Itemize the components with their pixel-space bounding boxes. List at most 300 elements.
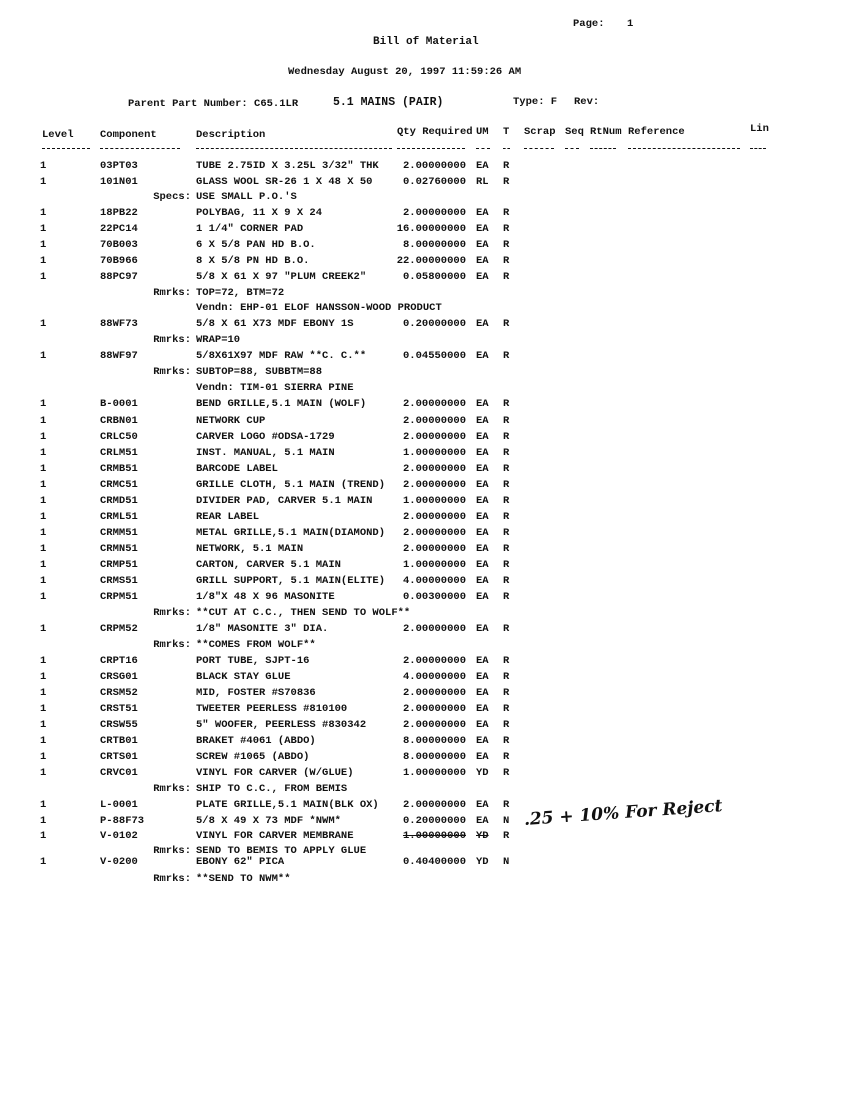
bom-line bbox=[0, 160, 850, 175]
note-label: Rmrks: bbox=[153, 873, 191, 885]
parent-description: 5.1 MAINS (PAIR) bbox=[333, 96, 444, 109]
line-level: 1 bbox=[40, 431, 47, 443]
line-type: R bbox=[503, 830, 510, 842]
note-text: TOP=72, BTM=72 bbox=[196, 287, 285, 299]
header-rule bbox=[196, 148, 392, 149]
bom-line bbox=[0, 415, 850, 430]
note-text: WRAP=10 bbox=[196, 334, 241, 346]
line-component: 88WF97 bbox=[100, 350, 138, 362]
line-qty: 2.00000000 bbox=[402, 398, 466, 410]
line-description: METAL GRILLE,5.1 MAIN(DIAMOND) bbox=[196, 527, 386, 539]
line-level: 1 bbox=[40, 671, 47, 683]
line-level: 1 bbox=[40, 176, 47, 188]
line-qty: 2.00000000 bbox=[402, 479, 466, 491]
line-level: 1 bbox=[40, 591, 47, 603]
line-component: 70B003 bbox=[100, 239, 138, 251]
bom-line bbox=[0, 671, 850, 686]
line-qty: 8.00000000 bbox=[402, 751, 466, 763]
line-description: BEND GRILLE,5.1 MAIN (WOLF) bbox=[196, 398, 367, 410]
line-component: CRMC51 bbox=[100, 479, 138, 491]
line-qty: 2.00000000 bbox=[402, 799, 466, 811]
line-component: CRMP51 bbox=[100, 559, 138, 571]
report-datetime: Wednesday August 20, 1997 11:59:26 AM bbox=[288, 66, 522, 78]
line-um: EA bbox=[476, 687, 489, 699]
type-field: Type: F bbox=[513, 96, 558, 108]
line-um: EA bbox=[476, 223, 489, 235]
line-level: 1 bbox=[40, 751, 47, 763]
line-component: CRTS01 bbox=[100, 751, 138, 763]
line-qty: 1.00000000 bbox=[402, 447, 466, 459]
line-description: CARVER LOGO #ODSA-1729 bbox=[196, 431, 335, 443]
line-qty: 2.00000000 bbox=[402, 415, 466, 427]
line-um: EA bbox=[476, 495, 489, 507]
bom-line bbox=[0, 239, 850, 254]
bom-line bbox=[0, 447, 850, 462]
line-component: 18PB22 bbox=[100, 207, 138, 219]
line-qty: 8.00000000 bbox=[402, 239, 466, 251]
line-level: 1 bbox=[40, 575, 47, 587]
bom-line bbox=[0, 687, 850, 702]
line-qty: 1.00000000 bbox=[402, 767, 466, 779]
line-qty: 2.00000000 bbox=[402, 160, 466, 172]
line-level: 1 bbox=[40, 271, 47, 283]
line-um: EA bbox=[476, 703, 489, 715]
line-type: R bbox=[503, 719, 510, 731]
bom-line bbox=[0, 767, 850, 782]
line-qty: 4.00000000 bbox=[402, 671, 466, 683]
line-component: CRMD51 bbox=[100, 495, 138, 507]
line-um: YD bbox=[476, 856, 489, 868]
line-level: 1 bbox=[40, 398, 47, 410]
bom-note bbox=[0, 873, 850, 888]
line-component: CRMB51 bbox=[100, 463, 138, 475]
page-number: 1 bbox=[627, 18, 634, 30]
line-level: 1 bbox=[40, 623, 47, 635]
line-qty: 8.00000000 bbox=[402, 735, 466, 747]
line-um: EA bbox=[476, 239, 489, 251]
header-rule bbox=[42, 148, 90, 149]
line-description: BARCODE LABEL bbox=[196, 463, 278, 475]
line-qty: 0.02760000 bbox=[402, 176, 466, 188]
line-description: GRILL SUPPORT, 5.1 MAIN(ELITE) bbox=[196, 575, 386, 587]
line-qty: 4.00000000 bbox=[402, 575, 466, 587]
line-level: 1 bbox=[40, 415, 47, 427]
line-description: 5/8 X 61 X73 MDF EBONY 1S bbox=[196, 318, 354, 330]
col-qty-required: Qty Required bbox=[397, 126, 473, 138]
line-type: R bbox=[503, 479, 510, 491]
bom-line bbox=[0, 511, 850, 526]
col-scrap: Scrap bbox=[524, 126, 556, 138]
line-description: INST. MANUAL, 5.1 MAIN bbox=[196, 447, 335, 459]
line-um: EA bbox=[476, 511, 489, 523]
line-component: CRSW55 bbox=[100, 719, 138, 731]
bom-line bbox=[0, 703, 850, 718]
line-component: L-0001 bbox=[100, 799, 138, 811]
header-rule bbox=[503, 148, 510, 149]
line-level: 1 bbox=[40, 655, 47, 667]
line-level: 1 bbox=[40, 527, 47, 539]
line-type: R bbox=[503, 671, 510, 683]
line-component: CRBN01 bbox=[100, 415, 138, 427]
bom-line bbox=[0, 463, 850, 478]
line-description: TWEETER PEERLESS #810100 bbox=[196, 703, 348, 715]
line-level: 1 bbox=[40, 687, 47, 699]
line-qty: 2.00000000 bbox=[402, 463, 466, 475]
header-rule bbox=[628, 148, 740, 149]
note-label: Rmrks: bbox=[153, 334, 191, 346]
parent-part-number: Parent Part Number: C65.1LR bbox=[128, 98, 299, 110]
line-description: PLATE GRILLE,5.1 MAIN(BLK OX) bbox=[196, 799, 379, 811]
line-type: R bbox=[503, 735, 510, 747]
line-um: EA bbox=[476, 527, 489, 539]
line-um: EA bbox=[476, 543, 489, 555]
bom-note bbox=[0, 302, 850, 317]
line-level: 1 bbox=[40, 543, 47, 555]
bom-line bbox=[0, 623, 850, 638]
line-description: EBONY 62" PICA bbox=[196, 856, 285, 868]
line-um: EA bbox=[476, 575, 489, 587]
line-description: CARTON, CARVER 5.1 MAIN bbox=[196, 559, 341, 571]
line-description: POLYBAG, 11 X 9 X 24 bbox=[196, 207, 323, 219]
line-level: 1 bbox=[40, 735, 47, 747]
note-text: SEND TO BEMIS TO APPLY GLUE bbox=[196, 845, 367, 857]
line-level: 1 bbox=[40, 223, 47, 235]
line-level: 1 bbox=[40, 350, 47, 362]
line-level: 1 bbox=[40, 719, 47, 731]
bom-line bbox=[0, 856, 850, 871]
line-component: P-88F73 bbox=[100, 815, 145, 827]
bom-line bbox=[0, 350, 850, 365]
line-um: EA bbox=[476, 271, 489, 283]
bom-line bbox=[0, 495, 850, 510]
line-component: 03PT03 bbox=[100, 160, 138, 172]
line-type: R bbox=[503, 799, 510, 811]
note-label: Rmrks: bbox=[153, 287, 191, 299]
line-description: REAR LABEL bbox=[196, 511, 260, 523]
line-description: VINYL FOR CARVER (W/GLUE) bbox=[196, 767, 354, 779]
line-type: R bbox=[503, 271, 510, 283]
line-type: R bbox=[503, 463, 510, 475]
line-description: TUBE 2.75ID X 3.25L 3/32" THK bbox=[196, 160, 379, 172]
line-um: EA bbox=[476, 655, 489, 667]
bom-line bbox=[0, 223, 850, 238]
page-label: Page: bbox=[573, 18, 605, 30]
col-um: UM bbox=[476, 126, 489, 138]
line-type: R bbox=[503, 703, 510, 715]
line-description: GRILLE CLOTH, 5.1 MAIN (TREND) bbox=[196, 479, 386, 491]
line-level: 1 bbox=[40, 207, 47, 219]
bom-line bbox=[0, 543, 850, 558]
line-um: EA bbox=[476, 479, 489, 491]
bom-note bbox=[0, 334, 850, 349]
note-label: Rmrks: bbox=[153, 607, 191, 619]
line-type: R bbox=[503, 207, 510, 219]
line-qty: 0.00300000 bbox=[402, 591, 466, 603]
line-um: EA bbox=[476, 671, 489, 683]
note-text: **COMES FROM WOLF** bbox=[196, 639, 316, 651]
line-um: RL bbox=[476, 176, 489, 188]
bom-line bbox=[0, 655, 850, 670]
bom-line bbox=[0, 735, 850, 750]
line-um: EA bbox=[476, 735, 489, 747]
line-level: 1 bbox=[40, 239, 47, 251]
line-qty: 2.00000000 bbox=[402, 687, 466, 699]
line-description: DIVIDER PAD, CARVER 5.1 MAIN bbox=[196, 495, 373, 507]
header-rule bbox=[590, 148, 616, 149]
line-qty: 0.05800000 bbox=[402, 271, 466, 283]
line-description: 1/8" MASONITE 3" DIA. bbox=[196, 623, 329, 635]
line-qty: 2.00000000 bbox=[402, 623, 466, 635]
line-qty: 2.00000000 bbox=[402, 719, 466, 731]
line-um: EA bbox=[476, 447, 489, 459]
line-description: MID, FOSTER #S70836 bbox=[196, 687, 316, 699]
bom-line bbox=[0, 176, 850, 191]
line-description: 5" WOOFER, PEERLESS #830342 bbox=[196, 719, 367, 731]
line-component: CRMN51 bbox=[100, 543, 138, 555]
bom-line bbox=[0, 830, 850, 845]
line-type: R bbox=[503, 239, 510, 251]
line-level: 1 bbox=[40, 767, 47, 779]
note-label: Specs: bbox=[153, 191, 191, 203]
line-component: CRPT16 bbox=[100, 655, 138, 667]
line-description: 1 1/4" CORNER PAD bbox=[196, 223, 304, 235]
line-component: CRPM52 bbox=[100, 623, 138, 635]
bom-line bbox=[0, 318, 850, 333]
note-text: SUBTOP=88, SUBBTM=88 bbox=[196, 366, 323, 378]
bom-line bbox=[0, 431, 850, 446]
line-type: R bbox=[503, 415, 510, 427]
bom-line bbox=[0, 751, 850, 766]
line-component: 88WF73 bbox=[100, 318, 138, 330]
line-qty: 2.00000000 bbox=[402, 431, 466, 443]
line-qty: 1.00000000 bbox=[402, 559, 466, 571]
col-t: T bbox=[503, 126, 510, 138]
bom-line bbox=[0, 398, 850, 413]
line-level: 1 bbox=[40, 463, 47, 475]
line-qty: 2.00000000 bbox=[402, 655, 466, 667]
line-type: R bbox=[503, 575, 510, 587]
line-um: EA bbox=[476, 815, 489, 827]
line-component: V-0200 bbox=[100, 856, 138, 868]
note-label: Rmrks: bbox=[153, 639, 191, 651]
bom-line bbox=[0, 207, 850, 222]
header-rule bbox=[100, 148, 180, 149]
line-description: NETWORK CUP bbox=[196, 415, 266, 427]
line-component: CRPM51 bbox=[100, 591, 138, 603]
bom-note bbox=[0, 639, 850, 654]
line-qty: 2.00000000 bbox=[402, 703, 466, 715]
bom-note bbox=[0, 191, 850, 206]
note-text: USE SMALL P.O.'S bbox=[196, 191, 297, 203]
line-level: 1 bbox=[40, 255, 47, 267]
line-level: 1 bbox=[40, 815, 47, 827]
line-component: CRMM51 bbox=[100, 527, 138, 539]
line-component: B-0001 bbox=[100, 398, 138, 410]
line-description: NETWORK, 5.1 MAIN bbox=[196, 543, 304, 555]
line-um: EA bbox=[476, 751, 489, 763]
line-type: R bbox=[503, 160, 510, 172]
line-qty: 1.00000000 bbox=[402, 830, 466, 842]
line-component: CRSM52 bbox=[100, 687, 138, 699]
line-um: EA bbox=[476, 431, 489, 443]
bom-line bbox=[0, 591, 850, 606]
line-component: CRSG01 bbox=[100, 671, 138, 683]
line-qty: 1.00000000 bbox=[402, 495, 466, 507]
line-type: R bbox=[503, 623, 510, 635]
line-type: R bbox=[503, 655, 510, 667]
note-text: Vendn: EHP-01 ELOF HANSSON-WOOD PRODUCT bbox=[196, 302, 442, 314]
bom-line bbox=[0, 271, 850, 286]
line-type: R bbox=[503, 527, 510, 539]
header-rule bbox=[524, 148, 554, 149]
line-qty: 0.20000000 bbox=[402, 318, 466, 330]
line-component: CRVC01 bbox=[100, 767, 138, 779]
line-level: 1 bbox=[40, 479, 47, 491]
line-description: 5/8 X 49 X 73 MDF *NWM* bbox=[196, 815, 341, 827]
line-level: 1 bbox=[40, 856, 47, 868]
note-label: Rmrks: bbox=[153, 783, 191, 795]
bom-note bbox=[0, 382, 850, 397]
line-um: EA bbox=[476, 398, 489, 410]
line-level: 1 bbox=[40, 703, 47, 715]
line-level: 1 bbox=[40, 495, 47, 507]
line-um: EA bbox=[476, 207, 489, 219]
line-description: 5/8 X 61 X 97 "PLUM CREEK2" bbox=[196, 271, 367, 283]
bom-line bbox=[0, 527, 850, 542]
note-label: Rmrks: bbox=[153, 366, 191, 378]
col-description: Description bbox=[196, 129, 266, 141]
line-type: N bbox=[503, 856, 510, 868]
handwritten-note: .25 + 10% For Reject bbox=[523, 796, 724, 830]
line-component: 88PC97 bbox=[100, 271, 138, 283]
bom-line bbox=[0, 719, 850, 734]
note-text: SHIP TO C.C., FROM BEMIS bbox=[196, 783, 348, 795]
line-component: 70B966 bbox=[100, 255, 138, 267]
line-description: 6 X 5/8 PAN HD B.O. bbox=[196, 239, 316, 251]
line-qty: 22.00000000 bbox=[396, 255, 466, 267]
line-description: BLACK STAY GLUE bbox=[196, 671, 291, 683]
note-label: Rmrks: bbox=[153, 845, 191, 857]
line-component: CRMS51 bbox=[100, 575, 138, 587]
note-text: **SEND TO NWM** bbox=[196, 873, 291, 885]
line-type: R bbox=[503, 350, 510, 362]
line-um: EA bbox=[476, 719, 489, 731]
bom-note bbox=[0, 287, 850, 302]
bom-line bbox=[0, 479, 850, 494]
col-rtnum: RtNum bbox=[590, 126, 622, 138]
report-title: Bill of Material bbox=[373, 36, 479, 48]
line-type: R bbox=[503, 318, 510, 330]
header-rule bbox=[476, 148, 490, 149]
line-type: R bbox=[503, 559, 510, 571]
note-text: Vendn: TIM-01 SIERRA PINE bbox=[196, 382, 354, 394]
line-component: CRML51 bbox=[100, 511, 138, 523]
line-level: 1 bbox=[40, 160, 47, 172]
line-um: EA bbox=[476, 559, 489, 571]
line-description: VINYL FOR CARVER MEMBRANE bbox=[196, 830, 354, 842]
line-description: 8 X 5/8 PN HD B.O. bbox=[196, 255, 310, 267]
line-level: 1 bbox=[40, 511, 47, 523]
line-um: YD bbox=[476, 830, 489, 842]
note-text: **CUT AT C.C., THEN SEND TO WOLF** bbox=[196, 607, 411, 619]
bom-line bbox=[0, 815, 850, 830]
header-rule bbox=[750, 148, 766, 149]
bom-note bbox=[0, 366, 850, 381]
line-um: EA bbox=[476, 623, 489, 635]
line-type: N bbox=[503, 815, 510, 827]
header-rule bbox=[565, 148, 579, 149]
line-um: EA bbox=[476, 415, 489, 427]
bom-note bbox=[0, 607, 850, 622]
line-um: EA bbox=[476, 463, 489, 475]
bom-line bbox=[0, 575, 850, 590]
line-type: R bbox=[503, 223, 510, 235]
line-description: SCREW #1065 (ABDO) bbox=[196, 751, 310, 763]
line-type: R bbox=[503, 687, 510, 699]
line-type: R bbox=[503, 431, 510, 443]
line-type: R bbox=[503, 255, 510, 267]
col-seq: Seq bbox=[565, 126, 584, 138]
col-level: Level bbox=[42, 129, 74, 141]
line-um: EA bbox=[476, 318, 489, 330]
line-type: R bbox=[503, 751, 510, 763]
line-type: R bbox=[503, 591, 510, 603]
header-rule bbox=[397, 148, 465, 149]
line-qty: 2.00000000 bbox=[402, 511, 466, 523]
line-qty: 2.00000000 bbox=[402, 527, 466, 539]
line-component: CRTB01 bbox=[100, 735, 138, 747]
line-um: EA bbox=[476, 255, 489, 267]
line-qty: 0.04550000 bbox=[402, 350, 466, 362]
col-reference: Reference bbox=[628, 126, 685, 138]
line-description: GLASS WOOL SR-26 1 X 48 X 50 bbox=[196, 176, 373, 188]
line-type: R bbox=[503, 398, 510, 410]
line-type: R bbox=[503, 511, 510, 523]
line-component: CRLC50 bbox=[100, 431, 138, 443]
line-component: V-0102 bbox=[100, 830, 138, 842]
line-level: 1 bbox=[40, 799, 47, 811]
rev-field: Rev: bbox=[574, 96, 600, 108]
bom-note bbox=[0, 783, 850, 798]
col-component: Component bbox=[100, 129, 157, 141]
line-qty: 16.00000000 bbox=[396, 223, 466, 235]
line-qty: 2.00000000 bbox=[402, 543, 466, 555]
line-type: R bbox=[503, 767, 510, 779]
line-description: 1/8"X 48 X 96 MASONITE bbox=[196, 591, 335, 603]
bom-line bbox=[0, 559, 850, 574]
line-level: 1 bbox=[40, 830, 47, 842]
line-description: BRAKET #4061 (ABDO) bbox=[196, 735, 316, 747]
line-qty: 2.00000000 bbox=[402, 207, 466, 219]
line-type: R bbox=[503, 447, 510, 459]
line-component: 22PC14 bbox=[100, 223, 138, 235]
col-lin: Lin bbox=[750, 123, 769, 135]
bom-line bbox=[0, 255, 850, 270]
line-um: EA bbox=[476, 799, 489, 811]
line-level: 1 bbox=[40, 559, 47, 571]
line-description: 5/8X61X97 MDF RAW **C. C.** bbox=[196, 350, 367, 362]
line-level: 1 bbox=[40, 447, 47, 459]
line-component: CRST51 bbox=[100, 703, 138, 715]
line-component: CRLM51 bbox=[100, 447, 138, 459]
line-component: 101N01 bbox=[100, 176, 138, 188]
line-type: R bbox=[503, 495, 510, 507]
line-qty: 0.20000000 bbox=[402, 815, 466, 827]
line-description: PORT TUBE, SJPT-16 bbox=[196, 655, 310, 667]
line-um: YD bbox=[476, 767, 489, 779]
line-um: EA bbox=[476, 591, 489, 603]
line-type: R bbox=[503, 543, 510, 555]
